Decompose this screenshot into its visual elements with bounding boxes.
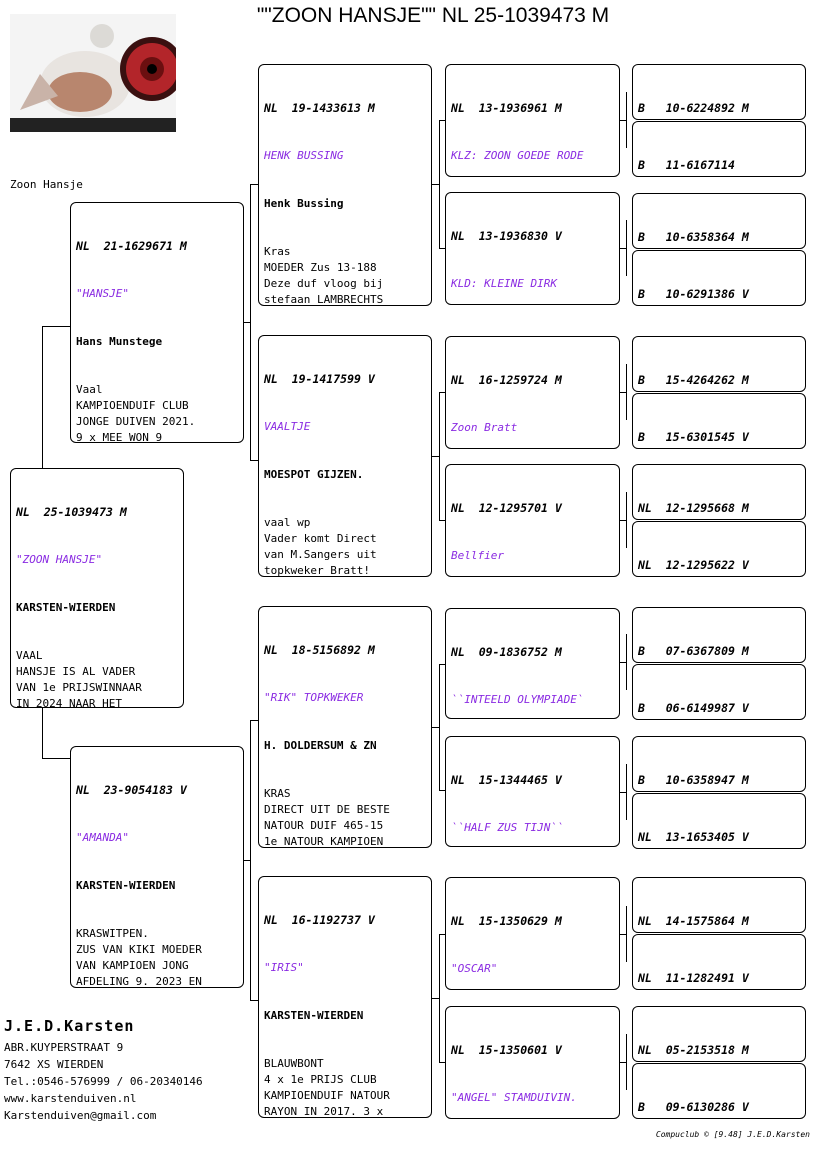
ring-number: NL 18-5156892 M — [264, 643, 375, 657]
ring-number: NL 15-1344465 V — [451, 773, 562, 787]
ring-number: B 06-6149987 V — [638, 701, 749, 715]
ring-number: NL 14-1575864 M — [638, 914, 749, 928]
owner-email[interactable]: Karstenduiven@gmail.com — [4, 1109, 157, 1122]
pigeon-image-icon — [10, 14, 176, 132]
ddd-card — [445, 1006, 620, 1119]
ring-number: NL 15-1350601 V — [451, 1043, 562, 1057]
owner-phone: Tel.:0546-576999 / 06-20340146 — [4, 1075, 203, 1088]
ring-number: NL 11-1282491 V — [638, 971, 749, 985]
details: BLAUWBONT 4 x 1e PRIJS CLUB KAMPIOENDUIF NATOUR RAYON IN 2017. 3 x — [264, 1057, 390, 1118]
ring-number: B 10-6358364 M — [638, 230, 749, 244]
owner-address: ABR.KUYPERSTRAAT 9 — [4, 1041, 124, 1054]
footer-credit: Compuclub © [9.48] J.E.D.Karsten — [655, 1130, 810, 1139]
ring-number: B 10-6358947 M — [638, 773, 749, 787]
breeder: KARSTEN-WIERDEN — [264, 1009, 364, 1022]
gen5-card — [632, 464, 806, 520]
pigeon-photo — [10, 14, 176, 132]
gen5-card — [632, 934, 806, 990]
pigeon-name: KLZ: ZOON GOEDE RODE — [451, 149, 584, 162]
ring-number: NL 23-9054183 V — [76, 783, 187, 797]
pigeon-name: HENK BUSSING — [264, 149, 344, 162]
sire-sire-card — [258, 64, 432, 306]
side-label: Zoon Hansje — [10, 178, 83, 191]
ring-number: B 07-6367809 M — [638, 644, 749, 658]
ring-number: NL 13-1653405 V — [638, 830, 749, 844]
ring-number: NL 19-1417599 V — [264, 372, 375, 386]
pigeon-name: "AMANDA" — [76, 831, 129, 844]
dsd-card — [445, 736, 620, 847]
pigeon-name: "HANSJE" — [76, 287, 129, 300]
sire-dam-card — [258, 335, 432, 577]
ring-number: B 10-6224892 M — [638, 101, 749, 115]
ring-number: B 15-6301545 V — [638, 430, 749, 444]
breeder: KARSTEN-WIERDEN — [76, 879, 176, 892]
ring-number: NL 12-1295622 V — [638, 558, 749, 572]
ring-number: NL 12-1295701 V — [451, 501, 562, 515]
sss-card — [445, 64, 620, 177]
sdd-card — [445, 464, 620, 577]
ring-number: NL 21-1629671 M — [76, 239, 187, 253]
ring-number: NL 13-1936961 M — [451, 101, 562, 115]
gen5-card — [632, 193, 806, 249]
gen5-card — [632, 736, 806, 792]
ring-number: B 15-4264262 M — [638, 373, 749, 387]
dam-dam-card — [258, 876, 432, 1118]
pigeon-name: "ZOON HANSJE" — [16, 553, 103, 566]
pigeon-name: "IRIS" — [264, 961, 304, 974]
pigeon-name: VAALTJE — [264, 420, 311, 433]
pigeon-name: "OSCAR" — [451, 962, 498, 975]
pigeon-name: "RIK" TOPKWEKER — [264, 691, 364, 704]
sire-card — [70, 202, 244, 443]
pigeon-name: "ANGEL" STAMDUIVIN. — [451, 1091, 577, 1104]
subject-card — [10, 468, 184, 708]
gen5-card — [632, 877, 806, 933]
owner-city: 7642 XS WIERDEN — [4, 1058, 104, 1071]
gen5-card — [632, 1006, 806, 1062]
gen5-card — [632, 336, 806, 392]
pigeon-name: ``HALF ZUS TIJN`` — [451, 821, 564, 834]
ring-number: B 10-6291386 V — [638, 287, 749, 301]
ring-number: B 11-6167114 — [638, 158, 735, 172]
gen5-card — [632, 121, 806, 177]
owner-info — [4, 1018, 203, 1124]
gen5-card — [632, 793, 806, 849]
ring-number: B 09-6130286 V — [638, 1100, 749, 1114]
page-title: ""ZOON HANSJE"" NL 25-1039473 M — [256, 4, 610, 27]
details: Vaal KAMPIOENDUIF CLUB JONGE DUIVEN 2021. 9 x MEE WON 9 — [76, 383, 196, 443]
ring-number: NL 16-1192737 V — [264, 913, 375, 927]
dss-card — [445, 608, 620, 719]
breeder: Hans Munstege — [76, 335, 163, 348]
gen5-card — [632, 1063, 806, 1119]
gen5-card — [632, 521, 806, 577]
owner-name: J.E.D.Karsten — [4, 1017, 135, 1035]
breeder: Henk Bussing — [264, 197, 344, 210]
owner-website[interactable]: www.karstenduiven.nl — [4, 1092, 137, 1105]
breeder: KARSTEN-WIERDEN — [16, 601, 116, 614]
ssd-card — [445, 192, 620, 305]
gen5-card — [632, 250, 806, 306]
gen5-card — [632, 393, 806, 449]
breeder: H. DOLDERSUM & ZN — [264, 739, 377, 752]
details: vaal wp Vader komt Direct van M.Sangers uit topkweker Bratt! — [264, 516, 377, 577]
ring-number: NL 09-1836752 M — [451, 645, 562, 659]
breeder: MOESPOT GIJZEN. — [264, 468, 364, 481]
details: KRAS DIRECT UIT DE BESTE NATOUR DUIF 465-15 1e NATOUR KAMPIOEN — [264, 787, 390, 848]
ring-number: NL 15-1350629 M — [451, 914, 562, 928]
gen5-card — [632, 664, 806, 720]
ring-number: NL 19-1433613 M — [264, 101, 375, 115]
pigeon-name: Bellfier — [451, 549, 504, 562]
ring-number: NL 16-1259724 M — [451, 373, 562, 387]
pigeon-name: Zoon Bratt — [451, 421, 518, 434]
details: VAAL HANSJE IS AL VADER VAN 1e PRIJSWINNAAR IN 2024 NAAR HET — [16, 649, 142, 708]
ring-number: NL 13-1936830 V — [451, 229, 562, 243]
dds-card — [445, 877, 620, 990]
gen5-card — [632, 64, 806, 120]
ring-number: NL 25-1039473 M — [16, 505, 127, 519]
dam-card — [70, 746, 244, 988]
dam-sire-card — [258, 606, 432, 848]
ring-number: NL 12-1295668 M — [638, 501, 749, 515]
sds-card — [445, 336, 620, 449]
gen5-card — [632, 607, 806, 663]
details: Kras MOEDER Zus 13-188 Deze duf vloog bij stefaan LAMBRECHTS — [264, 245, 384, 306]
ring-number: NL 05-2153518 M — [638, 1043, 749, 1057]
details: KRASWITPEN. ZUS VAN KIKI MOEDER VAN KAMPIOEN JONG AFDELING 9. 2023 EN — [76, 927, 202, 988]
pigeon-name: ``INTEELD OLYMPIADE` — [451, 693, 584, 706]
pigeon-name: KLD: KLEINE DIRK — [451, 277, 557, 290]
